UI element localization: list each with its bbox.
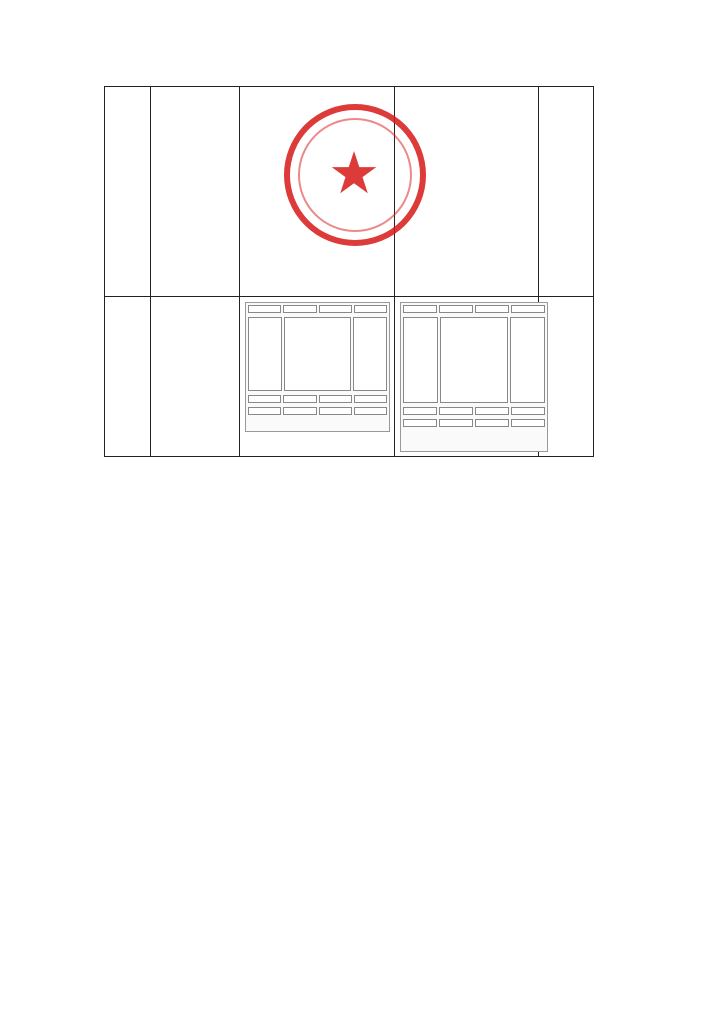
- table-row: [105, 297, 594, 457]
- offer-text: [395, 87, 538, 89]
- cell-response-empty: [539, 87, 594, 297]
- requirement-text: [240, 87, 394, 89]
- architecture-diagram: [400, 302, 548, 452]
- seal-star-icon: ★: [328, 139, 380, 207]
- cell-offer: [395, 87, 539, 297]
- cell-item-empty: [151, 87, 240, 297]
- cell-offer: [395, 297, 539, 457]
- architecture-diagram: [245, 302, 390, 432]
- item-number: [105, 297, 151, 457]
- cell-requirement: [240, 297, 395, 457]
- table-row: [105, 87, 594, 297]
- cell-requirement: [240, 87, 395, 297]
- cell-number-empty: [105, 87, 151, 297]
- item-name: [151, 297, 240, 457]
- response-table: [104, 86, 594, 457]
